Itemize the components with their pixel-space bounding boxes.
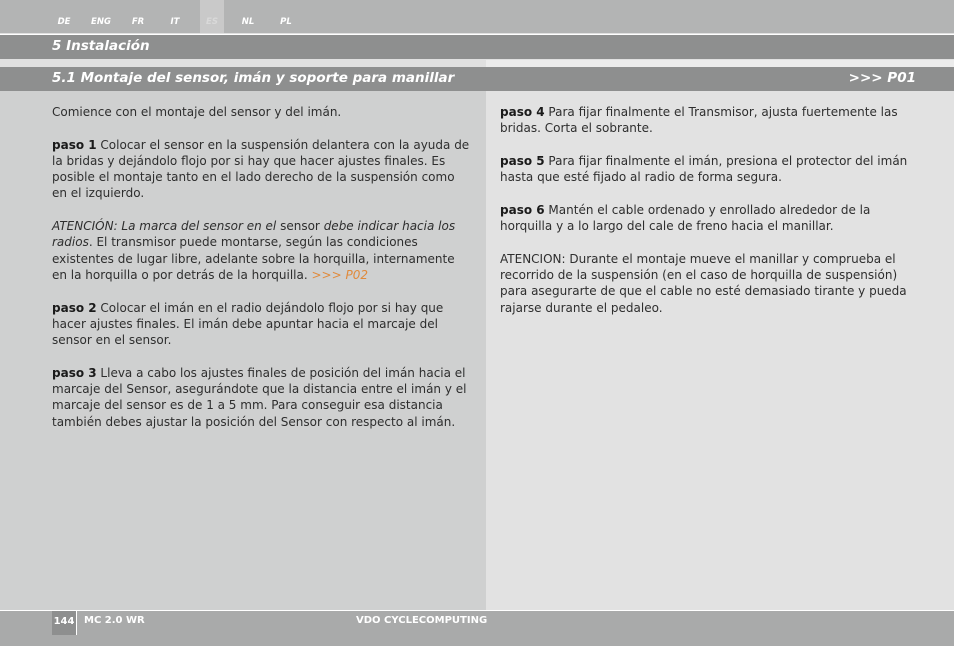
attention-italic: debe indicar hacia los radios xyxy=(52,219,456,250)
attention-text: . El transmisor puede montarse, según las condiciones existentes de lugar libre, adelante sobre la horquilla, internamente en la horquilla o por detrás de la horquilla. xyxy=(52,235,455,282)
lang-tab-de[interactable]: DE xyxy=(57,17,71,27)
page-number: 144 xyxy=(52,611,77,635)
subsection-title: 5.1 Montaje del sensor, imán y soporte para manillar xyxy=(52,70,455,86)
attention-text: sensor xyxy=(276,219,324,234)
attention-paragraph: ATENCION: Durante el montaje mueve el manillar y comprueba el recorrido de la suspensión (en el caso de horquilla de suspensión) para asegurarte de que el cable no esté demasiado tirante y pueda rajarse durante el pedaleo. xyxy=(500,251,907,315)
section-title: 5 Instalación xyxy=(52,38,150,54)
step-text: Para fijar finalmente el imán, presiona el protector del imán hasta que esté fijado al radio de forma segura. xyxy=(500,153,908,185)
attention-italic: ATENCIÓN: La marca del sensor en el xyxy=(52,219,277,234)
step-label: paso 4 xyxy=(500,105,545,119)
lang-tab-eng[interactable]: ENG xyxy=(91,17,111,27)
subsection-header xyxy=(0,67,954,91)
step-label: paso 3 xyxy=(52,365,97,380)
step-6-paragraph xyxy=(500,202,924,235)
brand-name: VDO CYCLECOMPUTING xyxy=(356,615,488,626)
left-text xyxy=(52,104,472,446)
attention-paragraph xyxy=(52,218,472,283)
step-2-paragraph xyxy=(52,300,472,349)
lang-tab-nl[interactable]: NL xyxy=(241,17,255,27)
step-label: paso 2 xyxy=(52,300,97,315)
footer xyxy=(0,610,954,646)
step-label: paso 5 xyxy=(500,153,545,168)
lang-tab-fr[interactable]: FR xyxy=(131,17,145,27)
step-label: paso 6 xyxy=(500,202,545,217)
step-text: Colocar el imán en el radio dejándolo flojo por si hay que hacer ajustes finales. El imán debe apuntar hacia el marcaje del sensor en el sensor. xyxy=(52,300,444,348)
step-1-paragraph xyxy=(52,137,472,202)
lang-tab-it[interactable]: IT xyxy=(170,17,180,27)
figure-reference[interactable]: >>> P01 xyxy=(848,70,916,86)
figure-link[interactable]: >>> P02 xyxy=(311,267,368,282)
step-text: Lleva a cabo los ajustes finales de posición del imán hacia el marcaje del Sensor, asegurándote que la distancia entre el imán y el marcaje del sensor es de 1 a 5 mm. Para conseguir esa distancia también debes ajustar la posición del Sensor con respecto al imán. xyxy=(52,365,467,429)
right-text xyxy=(500,104,924,332)
model-name: MC 2.0 WR xyxy=(84,615,145,626)
lang-tab-es[interactable]: ES xyxy=(200,0,224,33)
section-header xyxy=(0,34,954,59)
step-text: Colocar el sensor en la suspensión delantera con la ayuda de la bridas y dejándolo flojo por si hay que hacer ajustes finales. Es posible el montaje tanto en el lado derecho de la suspensión como en el izquierdo. xyxy=(52,137,470,201)
step-text: Para fijar finalmente el Transmisor, ajusta fuertemente las bridas. Corta el sobrante. xyxy=(500,105,898,136)
step-3-paragraph xyxy=(52,365,472,430)
divider xyxy=(486,60,954,67)
step-5-paragraph xyxy=(500,153,924,186)
lang-tab-pl[interactable]: PL xyxy=(280,17,292,27)
step-label: paso 1 xyxy=(52,137,97,152)
language-bar xyxy=(0,0,954,33)
intro-paragraph: Comience con el montaje del sensor y del imán. xyxy=(52,105,342,119)
step-4-paragraph xyxy=(500,104,924,137)
step-text: Mantén el cable ordenado y enrollado alrededor de la horquilla y a lo largo del cale de freno hacia el manillar. xyxy=(500,202,871,234)
